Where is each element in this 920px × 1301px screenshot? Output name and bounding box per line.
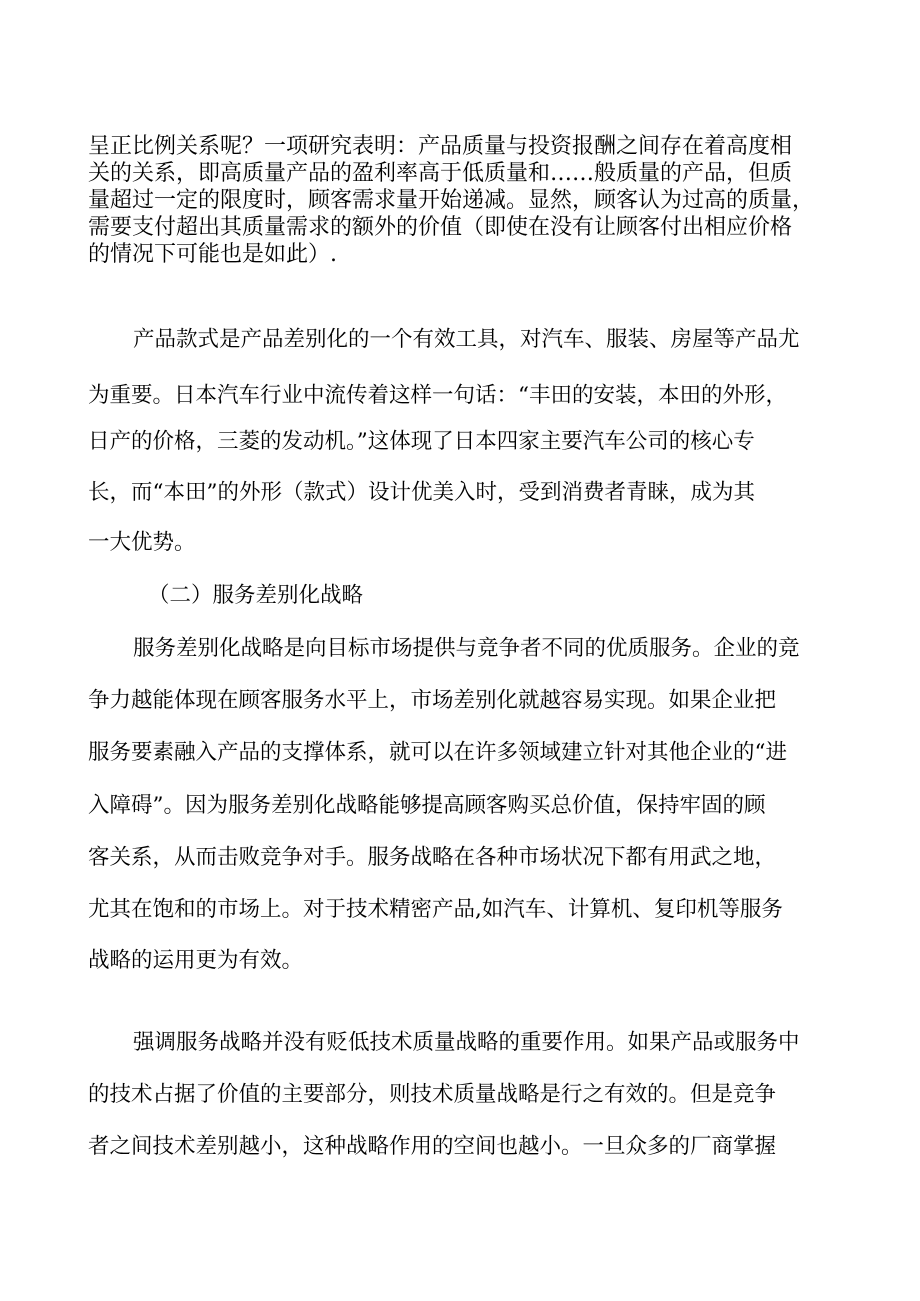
paragraph-1-line-3: 量超过一定的限度时，顾客需求量开始递减。显然，顾客认为过高的质量， (88, 188, 815, 213)
paragraph-4-line-1: 强调服务战略并没有贬低技术质量战略的重要作用。如果产品或服务中 (133, 1030, 800, 1055)
paragraph-2-line-4: 长，而“本田”的外形（款式）设计优美入时，受到消费者青睐，成为其 (88, 480, 755, 505)
paragraph-2-line-1: 产品款式是产品差别化的一个有效工具，对汽车、服装、房屋等产品尤 (133, 327, 800, 352)
paragraph-3-line-4: 入障碍”。因为服务差别化战略能够提高顾客购买总价值，保持牢固的顾 (88, 793, 766, 818)
paragraph-4-line-3: 者之间技术差别越小，这种战略作用的空间也越小。一旦众多的厂商掌握 (88, 1134, 777, 1159)
paragraph-2-line-2: 为重要。日本汽车行业中流传着这样一句话：“丰田的安装，本田的外形， (88, 383, 787, 408)
paragraph-3-line-6: 尤其在饱和的市场上。对于技术精密产品,如汽车、计算机、复印机等服务 (88, 897, 783, 922)
paragraph-3-line-3: 服务要素融入产品的支撑体系，就可以在许多领域建立针对其他企业的“进 (88, 740, 787, 765)
paragraph-3-line-5: 客关系，从而击败竞争对手。服务战略在各种市场状况下都有用武之地， (88, 845, 777, 870)
paragraph-2-line-3: 日产的价格，三菱的发动机。”这体现了日本四家主要汽车公司的核心专 (88, 429, 755, 454)
paragraph-1-line-5: 的情况下可能也是如此）. (88, 242, 337, 267)
paragraph-4-line-2: 的技术占据了价值的主要部分，则技术质量战略是行之有效的。但是竞争 (88, 1082, 777, 1107)
paragraph-1-line-2: 关的关系，即高质量产品的盈利率高于低质量和……般质量的产品，但质 (88, 161, 793, 186)
paragraph-3-line-2: 争力越能体现在顾客服务水平上，市场差别化就越容易实现。如果企业把 (88, 688, 777, 713)
section-heading: （二）服务差别化战略 (148, 583, 364, 608)
paragraph-3-line-7: 战略的运用更为有效。 (88, 948, 304, 973)
paragraph-1-line-1: 呈正比例关系呢？一项研究表明：产品质量与投资报酬之间存在着高度相 (88, 134, 793, 159)
paragraph-3-line-1: 服务差别化战略是向目标市场提供与竞争者不同的优质服务。企业的竞 (133, 636, 800, 661)
paragraph-1-line-4: 需要支付超出其质量需求的额外的价值（即使在没有让顾客付出相应价格 (88, 215, 793, 240)
paragraph-2-line-5: 一大优势。 (88, 530, 196, 555)
